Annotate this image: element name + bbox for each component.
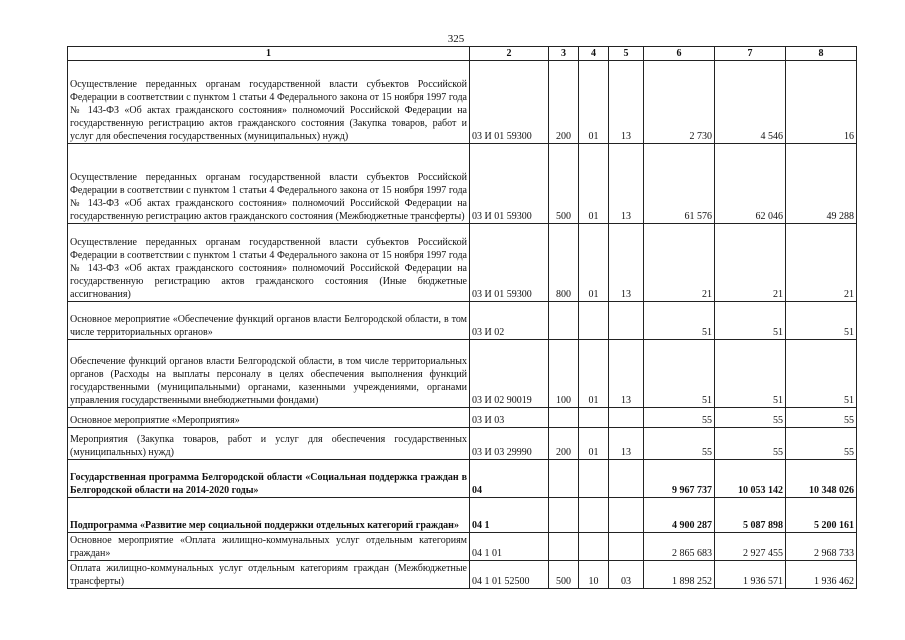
section-cell (579, 533, 609, 561)
amount-year2-cell: 21 (715, 224, 786, 302)
desc-cell: Подпрограмма «Развитие мер социальной поддержки отдельных категорий граждан» (68, 498, 470, 533)
type-cell (549, 460, 579, 498)
section-cell (579, 498, 609, 533)
amount-year1-cell: 51 (644, 340, 715, 408)
table-row (68, 302, 857, 340)
table-row (68, 61, 857, 144)
table-row (68, 408, 857, 428)
budget-table (67, 46, 857, 589)
amount-year3-cell: 51 (786, 340, 857, 408)
table-row (68, 428, 857, 460)
header-cell: 1 (68, 47, 470, 61)
section-cell: 10 (579, 561, 609, 589)
desc-cell: Мероприятия (Закупка товаров, работ и услуг для обеспечения государственных (муниципальных) нужд) (68, 428, 470, 460)
amount-year3-cell: 51 (786, 302, 857, 340)
subsection-cell: 13 (609, 224, 644, 302)
amount-year1-cell: 21 (644, 224, 715, 302)
header-row (68, 47, 857, 61)
amount-year2-cell: 4 546 (715, 61, 786, 144)
amount-year3-cell: 1 936 462 (786, 561, 857, 589)
amount-year3-cell: 55 (786, 408, 857, 428)
amount-year1-cell: 61 576 (644, 144, 715, 224)
subsection-cell (609, 460, 644, 498)
amount-year1-cell: 4 900 287 (644, 498, 715, 533)
subsection-cell (609, 408, 644, 428)
type-cell: 100 (549, 340, 579, 408)
desc-cell: Основное мероприятие «Мероприятия» (68, 408, 470, 428)
amount-year1-cell: 2 865 683 (644, 533, 715, 561)
table-row (68, 561, 857, 589)
code-cell: 03 И 01 59300 (470, 144, 549, 224)
amount-year2-cell: 55 (715, 428, 786, 460)
header-cell: 6 (644, 47, 715, 61)
type-cell (549, 302, 579, 340)
table-row (68, 144, 857, 224)
code-cell: 03 И 02 (470, 302, 549, 340)
code-cell: 03 И 02 90019 (470, 340, 549, 408)
amount-year3-cell: 21 (786, 224, 857, 302)
code-cell: 03 И 03 (470, 408, 549, 428)
amount-year1-cell: 55 (644, 408, 715, 428)
section-cell: 01 (579, 144, 609, 224)
desc-cell: Основное мероприятие «Обеспечение функций органов власти Белгородской области, в том числе территориальных органов» (68, 302, 470, 340)
section-cell: 01 (579, 224, 609, 302)
header-cell: 7 (715, 47, 786, 61)
amount-year2-cell: 5 087 898 (715, 498, 786, 533)
amount-year3-cell: 10 348 026 (786, 460, 857, 498)
type-cell: 200 (549, 428, 579, 460)
type-cell: 200 (549, 61, 579, 144)
code-cell: 04 (470, 460, 549, 498)
amount-year2-cell: 55 (715, 408, 786, 428)
amount-year1-cell: 2 730 (644, 61, 715, 144)
code-cell: 03 И 01 59300 (470, 224, 549, 302)
table-row (68, 460, 857, 498)
desc-cell: Основное мероприятие «Оплата жилищно-коммунальных услуг отдельным категориям граждан» (68, 533, 470, 561)
section-cell: 01 (579, 428, 609, 460)
subsection-cell: 13 (609, 144, 644, 224)
amount-year3-cell: 16 (786, 61, 857, 144)
table-row (68, 498, 857, 533)
desc-cell: Государственная программа Белгородской области «Социальная поддержка граждан в Белгородской области на 2014-2020 годы» (68, 460, 470, 498)
amount-year3-cell: 49 288 (786, 144, 857, 224)
table-body (68, 61, 857, 589)
desc-cell: Осуществление переданных органам государственной власти субъектов Российской Федерации в соответствии с пунктом 1 статьи 4 Федерального закона от 15 ноября 1997 года № 143-ФЗ «Об актах гражданского состояния» полномочий Российской Федерации на государственную регистрацию актов гражданского состояния (Межбюджетные трансферты) (68, 144, 470, 224)
amount-year3-cell: 2 968 733 (786, 533, 857, 561)
header-cell: 4 (579, 47, 609, 61)
subsection-cell: 03 (609, 561, 644, 589)
header-cell: 3 (549, 47, 579, 61)
header-cell: 2 (470, 47, 549, 61)
amount-year2-cell: 1 936 571 (715, 561, 786, 589)
type-cell: 500 (549, 144, 579, 224)
amount-year3-cell: 55 (786, 428, 857, 460)
subsection-cell: 13 (609, 340, 644, 408)
type-cell (549, 533, 579, 561)
amount-year2-cell: 10 053 142 (715, 460, 786, 498)
desc-cell: Осуществление переданных органам государственной власти субъектов Российской Федерации в соответствии с пунктом 1 статьи 4 Федерального закона от 15 ноября 1997 года № 143-ФЗ «Об актах гражданского состояния» полномочий Российской Федерации на государственную регистрацию актов гражданского состояния (Закупка товаров, работ и услуг для обеспечения государственных (муниципальных) нужд) (68, 61, 470, 144)
amount-year2-cell: 51 (715, 302, 786, 340)
table-row (68, 224, 857, 302)
section-cell: 01 (579, 61, 609, 144)
subsection-cell (609, 302, 644, 340)
desc-cell: Обеспечение функций органов власти Белгородской области, в том числе территориальных органов (Расходы на выплаты персоналу в целях обеспечения выполнения функций государственными (муниципальными) органами, казенными учреждениями, органами управления государственными внебюджетными фондами) (68, 340, 470, 408)
section-cell (579, 460, 609, 498)
code-cell: 03 И 03 29990 (470, 428, 549, 460)
code-cell: 04 1 01 52500 (470, 561, 549, 589)
amount-year1-cell: 51 (644, 302, 715, 340)
amount-year2-cell: 62 046 (715, 144, 786, 224)
subsection-cell (609, 498, 644, 533)
table-row (68, 533, 857, 561)
section-cell (579, 408, 609, 428)
amount-year1-cell: 55 (644, 428, 715, 460)
code-cell: 04 1 01 (470, 533, 549, 561)
table-row (68, 340, 857, 408)
section-cell: 01 (579, 340, 609, 408)
amount-year2-cell: 2 927 455 (715, 533, 786, 561)
amount-year1-cell: 9 967 737 (644, 460, 715, 498)
page-number: 325 (447, 33, 465, 45)
header-cell: 8 (786, 47, 857, 61)
amount-year3-cell: 5 200 161 (786, 498, 857, 533)
header-cell: 5 (609, 47, 644, 61)
desc-cell: Осуществление переданных органам государственной власти субъектов Российской Федерации в соответствии с пунктом 1 статьи 4 Федерального закона от 15 ноября 1997 года № 143-ФЗ «Об актах гражданского состояния» полномочий Российской Федерации на государственную регистрацию актов гражданского состояния (Иные бюджетные ассигнования) (68, 224, 470, 302)
subsection-cell: 13 (609, 428, 644, 460)
amount-year1-cell: 1 898 252 (644, 561, 715, 589)
desc-cell: Оплата жилищно-коммунальных услуг отдельным категориям граждан (Межбюджетные трансферты) (68, 561, 470, 589)
section-cell (579, 302, 609, 340)
code-cell: 03 И 01 59300 (470, 61, 549, 144)
type-cell (549, 498, 579, 533)
amount-year2-cell: 51 (715, 340, 786, 408)
code-cell: 04 1 (470, 498, 549, 533)
subsection-cell (609, 533, 644, 561)
type-cell: 800 (549, 224, 579, 302)
type-cell (549, 408, 579, 428)
subsection-cell: 13 (609, 61, 644, 144)
type-cell: 500 (549, 561, 579, 589)
